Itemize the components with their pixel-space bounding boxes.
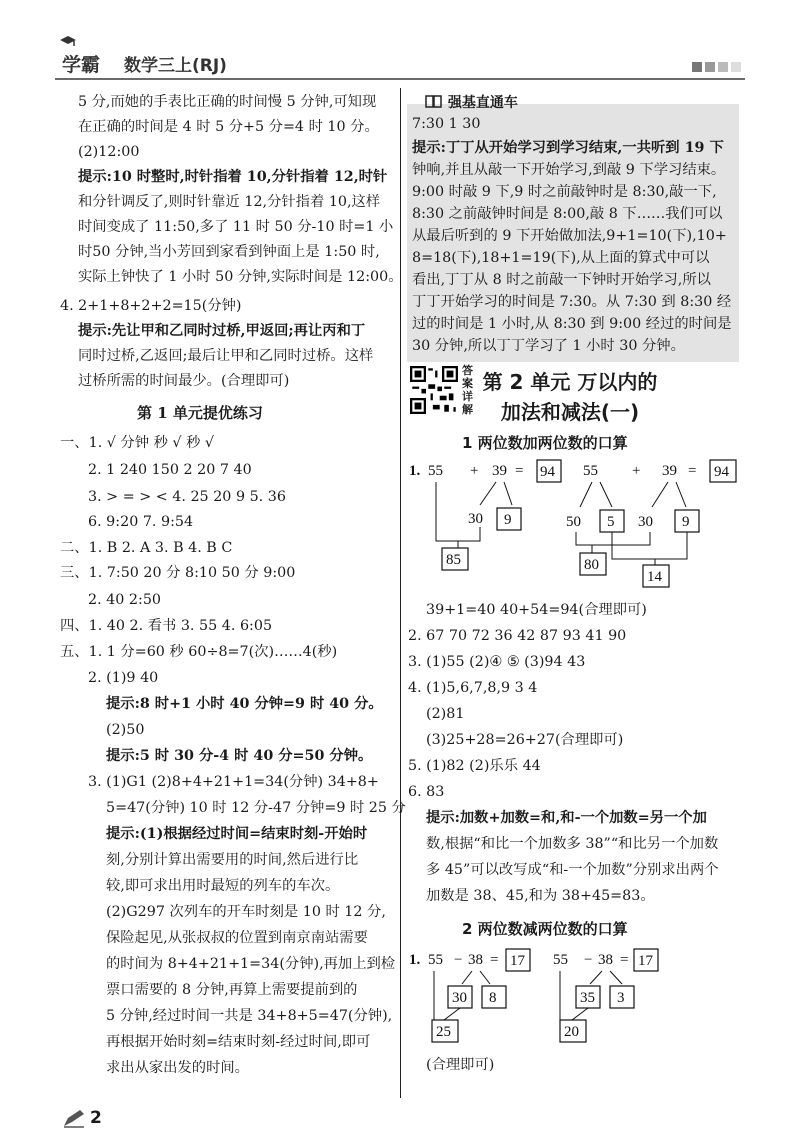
lesson-title: 2 两位数减两位数的口算 xyxy=(462,920,628,938)
svg-text:−: − xyxy=(584,952,593,968)
header-square xyxy=(731,62,741,72)
answer-line: 3. > = > < 4. 25 20 9 5. 36 xyxy=(88,489,286,505)
svg-text:94: 94 xyxy=(714,464,729,480)
answer-line: 6. 9:20 7. 9:54 xyxy=(88,514,194,530)
header-square xyxy=(718,62,728,72)
svg-text:9: 9 xyxy=(504,512,512,528)
text-line: 再根据开始时刻=结束时刻-经过时间,即可 xyxy=(106,1034,371,1050)
text-line: 8=18(下),18+1=19(下),从上面的算式中可以 xyxy=(412,250,710,266)
svg-text:94: 94 xyxy=(540,464,555,480)
text-line: 5 分,而她的手表比正确的时间慢 5 分钟,可知现 xyxy=(78,94,377,110)
book-icon xyxy=(425,95,443,108)
svg-text:17: 17 xyxy=(638,953,653,969)
svg-text:25: 25 xyxy=(436,1024,451,1040)
brand-logo: 学霸 xyxy=(62,50,100,77)
answer-line: 2. 67 70 72 36 42 87 93 41 90 xyxy=(408,628,627,644)
svg-text:17: 17 xyxy=(510,953,525,969)
hint-line: 提示:(1)根据经过时间=结束时刻-开始时 xyxy=(106,826,368,842)
text-line: 多 45”可以改写成“和-一个加数”分别求出两个 xyxy=(426,862,719,878)
text-line: 和分针调反了,则时针靠近 12,分针指着 10,这样 xyxy=(78,194,381,210)
text-line: 刻,分别计算出需要用的时间,然后进行比 xyxy=(106,852,359,868)
svg-text:85: 85 xyxy=(446,552,461,568)
answer-line: 一、1. √ 分钟 秒 √ 秒 √ xyxy=(60,435,215,451)
text-line: 39+1=40 40+54=94(合理即可) xyxy=(426,602,647,618)
book-title: 数学三上(RJ) xyxy=(124,56,227,76)
text-line: 30 分钟,所以丁丁学习了 1 小时 30 分钟。 xyxy=(412,338,685,354)
svg-text:5: 5 xyxy=(607,514,615,530)
text-line: 求出从家出发的时间。 xyxy=(106,1060,249,1076)
answer-line: 2. (1)9 40 xyxy=(88,670,159,686)
text-line: 7:30 1 30 xyxy=(412,116,481,132)
text-line: (3)25+28=26+27(合理即可) xyxy=(426,732,624,748)
text-line: 看出,丁丁从 8 时之前敲一下钟时开始学习,所以 xyxy=(412,272,711,288)
section-title: 第 1 单元提优练习 xyxy=(137,404,263,422)
answer-line: 5. (1)82 (2)乐乐 44 xyxy=(408,758,541,774)
lesson-title: 1 两位数加两位数的口算 xyxy=(462,434,628,452)
text-line: 9:00 时敲 9 下,9 时之前敲钟时是 8:30,敲一下, xyxy=(412,184,717,200)
svg-text:80: 80 xyxy=(584,557,599,573)
pencil-icon xyxy=(62,1108,86,1128)
answer-line: 二、1. B 2. A 3. B 4. B C xyxy=(60,540,233,556)
text-line: 较,即可求出用时最短的列车的车次。 xyxy=(106,878,340,894)
hint-line: 提示:5 时 30 分-4 时 40 分=50 分钟。 xyxy=(106,748,373,764)
svg-text:55: 55 xyxy=(553,952,568,968)
text-line: (2)12:00 xyxy=(78,144,140,160)
text-line: (2)81 xyxy=(426,706,465,722)
unit-title: 第 2 单元 万以内的 xyxy=(482,370,658,394)
hint-tab: 强基直通车 xyxy=(425,92,518,112)
answer-line: 4. 2+1+8+2+2=15(分钟) xyxy=(60,298,242,314)
text-line: 从最后听到的 9 下开始做加法,9+1=10(下),10+ xyxy=(412,228,727,244)
svg-text:1.: 1. xyxy=(409,463,421,479)
text-line: 实际上钟快了 1 小时 50 分钟,实际时间是 12:00。 xyxy=(78,269,403,285)
svg-text:9: 9 xyxy=(682,514,690,530)
hint-line: 提示:加数+加数=和,和-一个加数=另一个加 xyxy=(426,810,707,826)
graduation-cap-icon xyxy=(58,34,76,48)
text-line: (2)50 xyxy=(106,722,145,738)
svg-text:30: 30 xyxy=(638,514,653,530)
answer-line: 4. (1)5,6,7,8,9 3 4 xyxy=(408,680,538,696)
text-line: 5=47(分钟) 10 时 12 分-47 分钟=9 时 25 分 xyxy=(106,800,406,816)
svg-text:=: = xyxy=(620,952,629,968)
svg-text:55: 55 xyxy=(428,952,443,968)
addition-diagram xyxy=(400,455,760,590)
hint-line: 提示:先让甲和乙同时过桥,甲返回;再让丙和丁 xyxy=(78,323,366,339)
svg-text:30: 30 xyxy=(468,511,483,527)
svg-text:+: + xyxy=(470,463,479,479)
svg-text:=: = xyxy=(515,463,524,479)
text-line: 钟响,并且从敲一下开始学习,到敲 9 下学习结束。 xyxy=(412,162,726,178)
svg-text:−: − xyxy=(454,952,463,968)
text-line: 过的时间是 1 小时,从 8:30 到 9:00 经过的时间是 xyxy=(412,316,732,332)
answer-line: 三、1. 7:50 20 分 8:10 50 分 9:00 xyxy=(60,565,296,581)
svg-text:1.: 1. xyxy=(409,952,421,968)
answer-line: 四、1. 40 2. 看书 3. 55 4. 6:05 xyxy=(60,618,273,634)
svg-text:50: 50 xyxy=(566,514,581,530)
text-line: (合理即可) xyxy=(426,1057,495,1073)
text-line: 在正确的时间是 4 时 5 分+5 分=4 时 10 分。 xyxy=(78,119,379,135)
svg-text:14: 14 xyxy=(647,569,662,585)
answer-line: 2. 1 240 150 2 20 7 40 xyxy=(88,462,252,478)
svg-text:39: 39 xyxy=(662,463,677,479)
svg-text:+: + xyxy=(632,463,641,479)
text-line: (2)G297 次列车的开车时刻是 10 时 12 分, xyxy=(106,904,386,920)
hint-line: 提示:10 时整时,时针指着 10,分针指着 12,时针 xyxy=(78,169,388,185)
text-line: 时间变成了 11:50,多了 11 时 50 分-10 时=1 小 xyxy=(78,219,394,235)
svg-text:55: 55 xyxy=(583,463,598,479)
svg-text:20: 20 xyxy=(564,1024,579,1040)
answer-line: 3. (1)55 (2)④ ⑤ (3)94 43 xyxy=(408,654,586,670)
svg-text:38: 38 xyxy=(598,952,613,968)
page-number: 2 xyxy=(90,1108,102,1128)
svg-text:=: = xyxy=(688,463,697,479)
text-line: 过桥所需的时间最少。(合理即可) xyxy=(78,373,290,389)
hint-line: 提示:丁丁从开始学习到学习结束,一共听到 19 下 xyxy=(412,140,724,156)
text-line: 8:30 之前敲钟时间是 8:00,敲 8 下……我们可以 xyxy=(412,206,723,222)
answer-line: 3. (1)G1 (2)8+4+21+1=34(分钟) 34+8+ xyxy=(88,774,379,790)
text-line: 的时间为 8+4+21+1=34(分钟),再加上到检 xyxy=(106,956,396,972)
text-line: 数,根据“和比一个加数多 38”“和比另一个加数 xyxy=(426,836,719,852)
svg-text:39: 39 xyxy=(492,463,507,479)
answer-line: 6. 83 xyxy=(408,784,445,800)
answer-line: 2. 40 2:50 xyxy=(88,592,162,608)
page-header xyxy=(0,0,800,86)
svg-text:8: 8 xyxy=(489,990,497,1006)
text-line: 同时过桥,乙返回;最后让甲和乙同时过桥。这样 xyxy=(78,348,374,364)
text-line: 5 分钟,经过时间一共是 34+8+5=47(分钟), xyxy=(106,1008,393,1024)
svg-text:38: 38 xyxy=(468,952,483,968)
text-line: 票口需要的 8 分钟,再算上需要提前到的 xyxy=(106,982,358,998)
header-square xyxy=(705,62,715,72)
text-line: 加数是 38、45,和为 38+45=83。 xyxy=(426,888,655,904)
svg-text:35: 35 xyxy=(580,990,595,1006)
hint-line: 提示:8 时+1 小时 40 分钟=9 时 40 分。 xyxy=(106,696,383,712)
text-line: 时50 分钟,当小芳回到家看到钟面上是 1:50 时, xyxy=(78,244,380,260)
subtraction-diagram xyxy=(400,944,760,1044)
text-line: 丁丁开始学习的时间是 7:30。从 7:30 到 8:30 经 xyxy=(412,294,732,310)
svg-text:=: = xyxy=(490,952,499,968)
header-square xyxy=(692,62,702,72)
text-line: 保险起见,从张叔叔的位置到南京南站需要 xyxy=(106,930,368,946)
qr-label: 答 案 详 解 xyxy=(462,364,473,416)
svg-text:55: 55 xyxy=(428,463,443,479)
header-rule xyxy=(55,78,745,80)
answer-line: 五、1. 1 分=60 秒 60÷8=7(次)……4(秒) xyxy=(60,644,338,660)
unit-subtitle: 加法和减法(一) xyxy=(500,400,640,424)
svg-text:3: 3 xyxy=(617,990,625,1006)
svg-text:30: 30 xyxy=(452,990,467,1006)
